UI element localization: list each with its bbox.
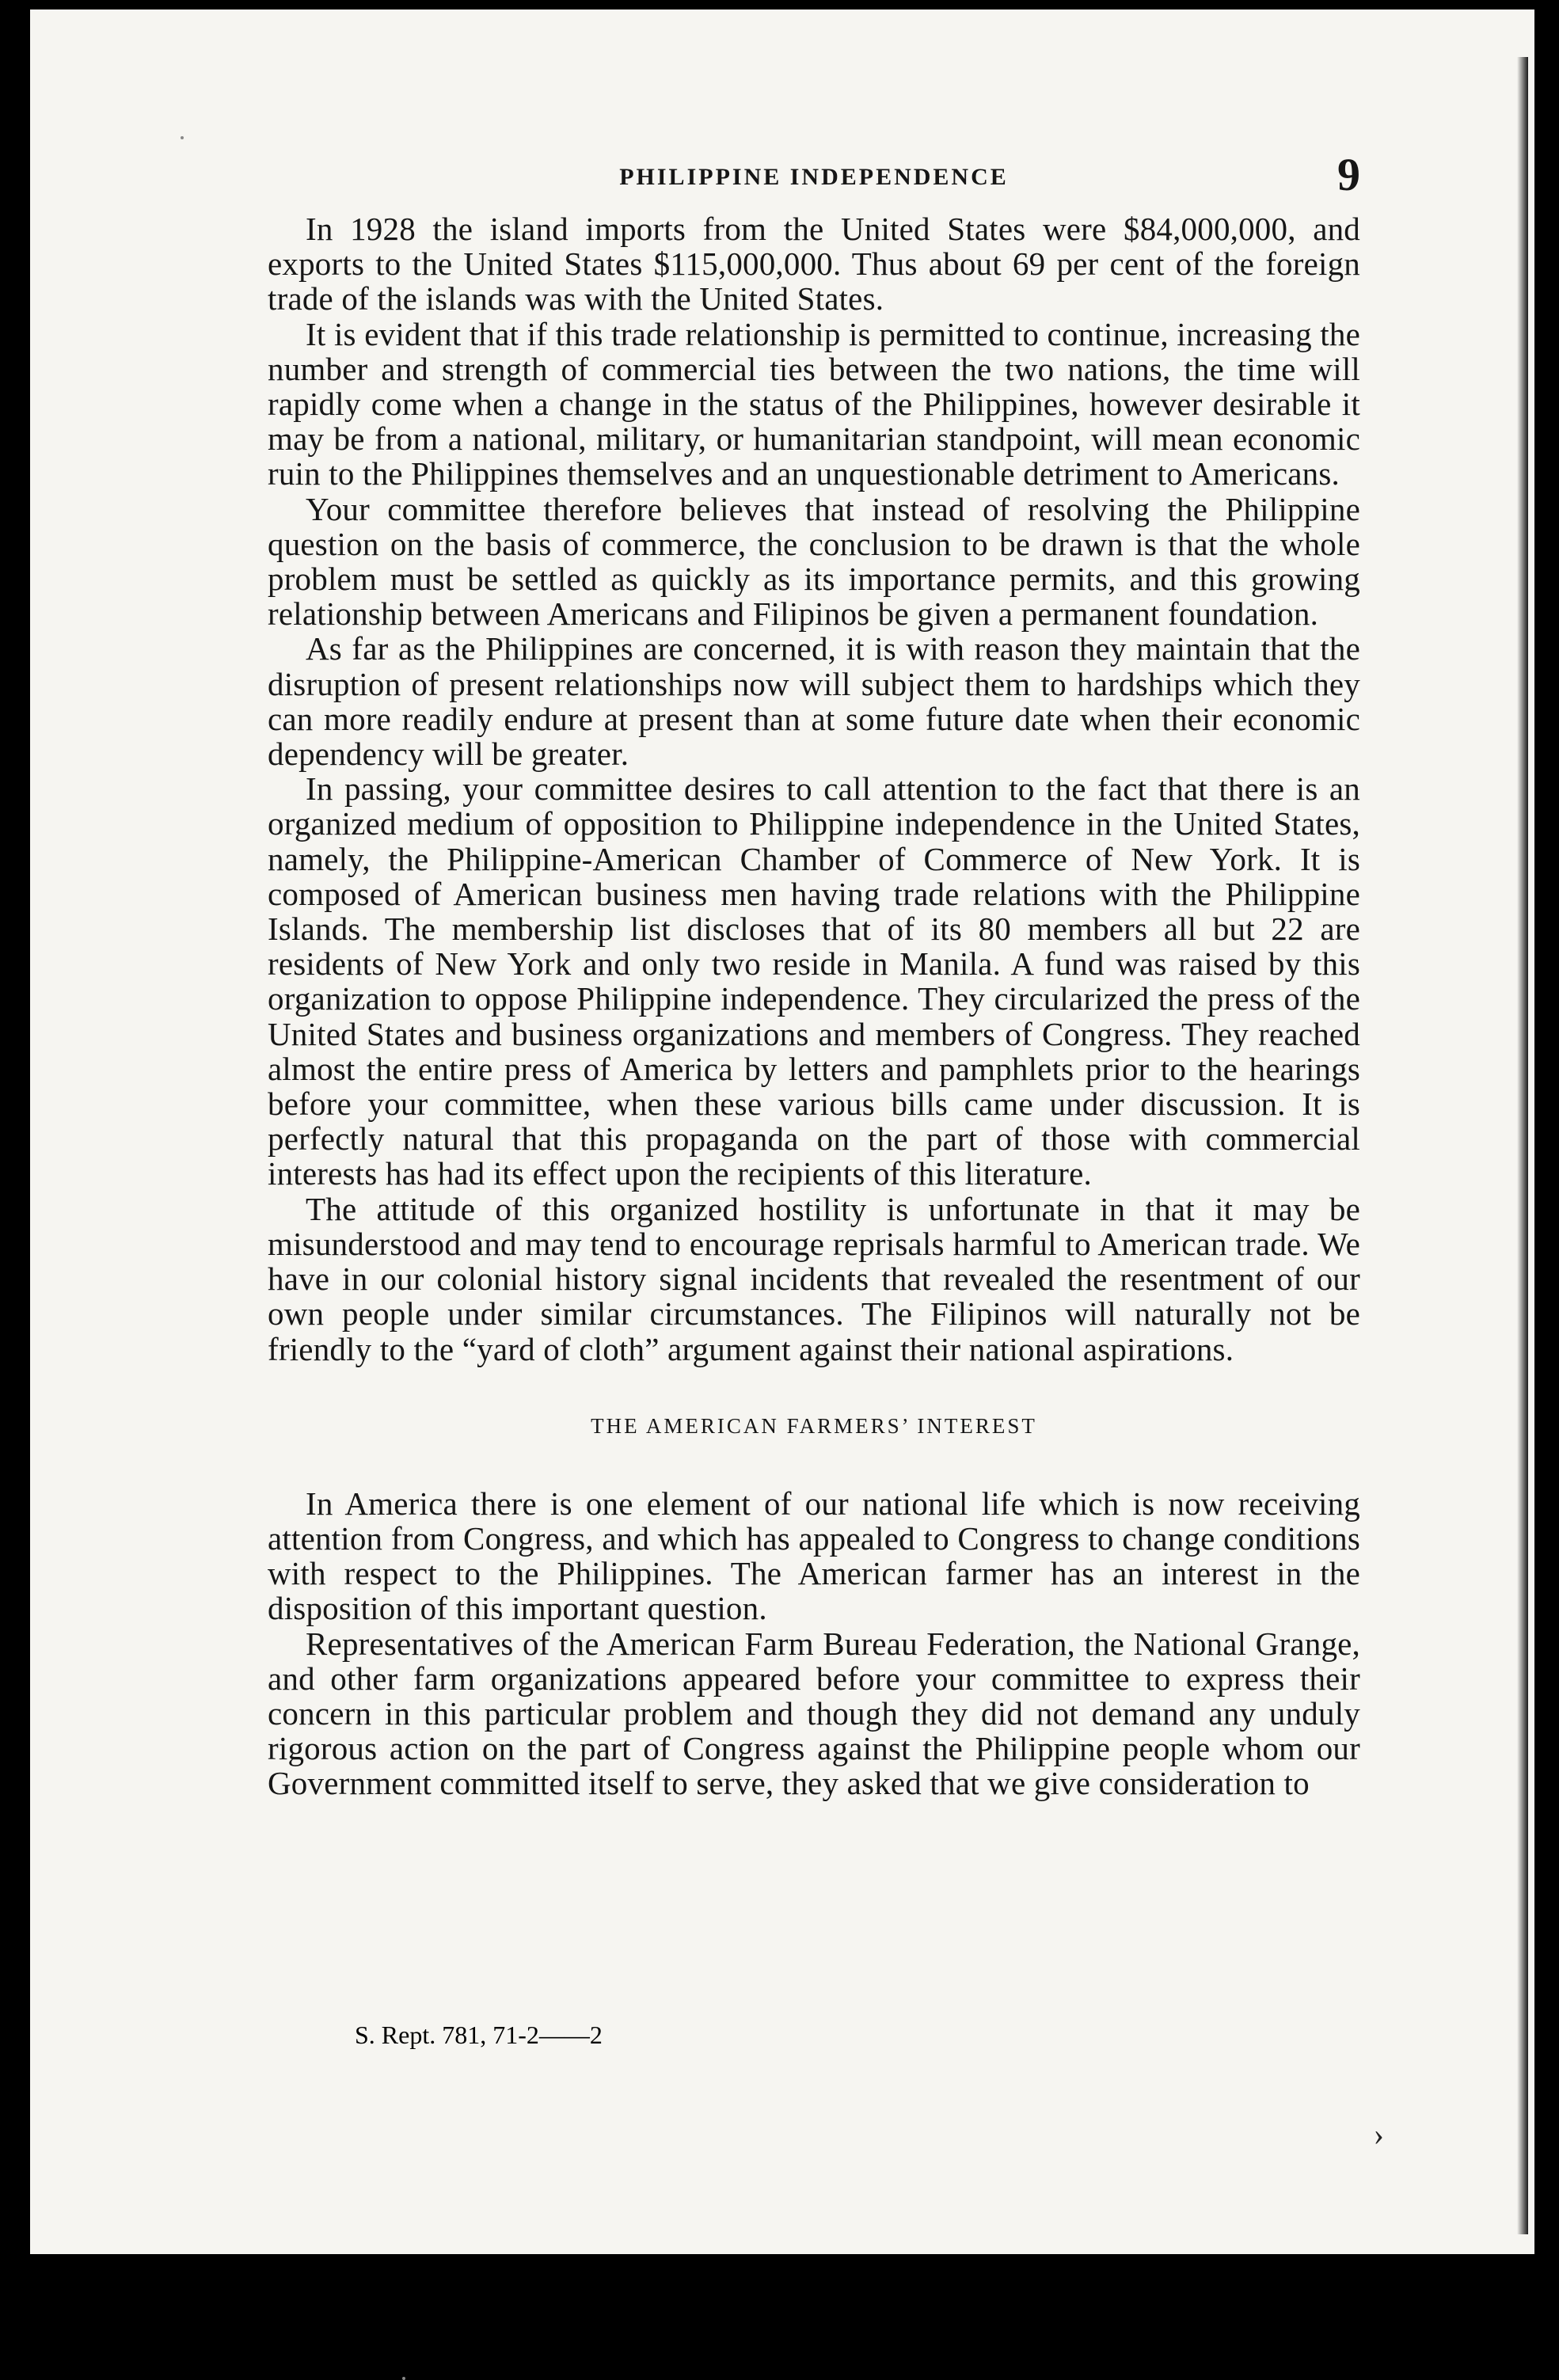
paragraph: In 1928 the island imports from the United States were $84,000,000, and exports to the United States $115,000,000. Thus about 69 per cent of the foreign trade of the islands was with the United States. xyxy=(268,211,1360,317)
margin-mark: › xyxy=(1373,2116,1384,2152)
paragraph: Representatives of the American Farm Bureau Federation, the National Grange, and other farm organizations appeared before your committee to express their concern in this particular problem and though they did not demand any unduly rigorous action on the part of Congress against the Philippine people whom our Government committed itself to serve, they asked that we give consideration to xyxy=(268,1625,1360,1802)
paragraph: Your committee therefore believes that instead of resolving the Philippine question on the basis of commerce, the conclusion to be drawn is that the whole problem must be settled as quickly as its importance permits, and this growing relationship between Americans and Filipinos be given a permanent foundation. xyxy=(268,490,1360,633)
running-head xyxy=(268,148,1360,211)
page-content xyxy=(268,148,1360,1801)
paragraph: In passing, your committee desires to call attention to the fact that there is an organized medium of opposition to Philippine independence in the United States, namely, the Philippine-American Chamber of Commerce of New York. It is composed of American business men having trade relations with the Philippine Islands. The membership list discloses that of its 80 members all but 22 are residents of New York and only two reside in Manila. A fund was raised by this organization to oppose Philippine independence. They circularized the press of the United States and business organizations and members of Congress. They reached almost the entire press of America by letters and pamphlets prior to the hearings before your committee, when these various bills came under discussion. It is perfectly natural that this propaganda on the part of those with commercial interests has had its effect upon the recipients of this literature. xyxy=(268,770,1360,1192)
dust-speck xyxy=(402,2377,405,2380)
section-heading: THE AMERICAN FARMERS’ INTEREST xyxy=(591,1413,1037,1438)
page-number: 9 xyxy=(1337,149,1360,200)
dust-speck xyxy=(181,136,184,139)
paragraph: It is evident that if this trade relationship is permitted to continue, increasing the number and strength of commercial ties between the two nations, the time will rapidly come when a change in the status of the Philippines, however desirable it may be from a national, military, or humanitarian standpoint, will mean economic ruin to the Philippines themselves and an unquestionable detriment to Americans. xyxy=(268,315,1360,492)
report-signature: S. Rept. 781, 71-2——2 xyxy=(355,2021,603,2049)
paragraph: The attitude of this organized hostility is unfortunate in that it may be misunderstood and may tend to encourage reprisals harmful to American trade. We have in our colonial history signal incidents that revealed the resentment of our own people under similar circumstances. The Filipinos will naturally not be friendly to the “yard of cloth” argument against their national aspirations. xyxy=(268,1190,1360,1367)
paragraph: In America there is one element of our national life which is now receiving attention from Congress, and which has appealed to Congress to change conditions with respect to the Philippines. The American farmer has an interest in the disposition of this important question. xyxy=(268,1485,1360,1627)
scanned-page xyxy=(30,10,1534,2254)
running-title: PHILIPPINE INDEPENDENCE xyxy=(619,164,1009,190)
paragraph: As far as the Philippines are concerned, it is with reason they maintain that the disruption of present relationships now will subject them to hardships which they can more readily endure at present than at some future date when their economic dependency will be greater. xyxy=(268,630,1360,773)
